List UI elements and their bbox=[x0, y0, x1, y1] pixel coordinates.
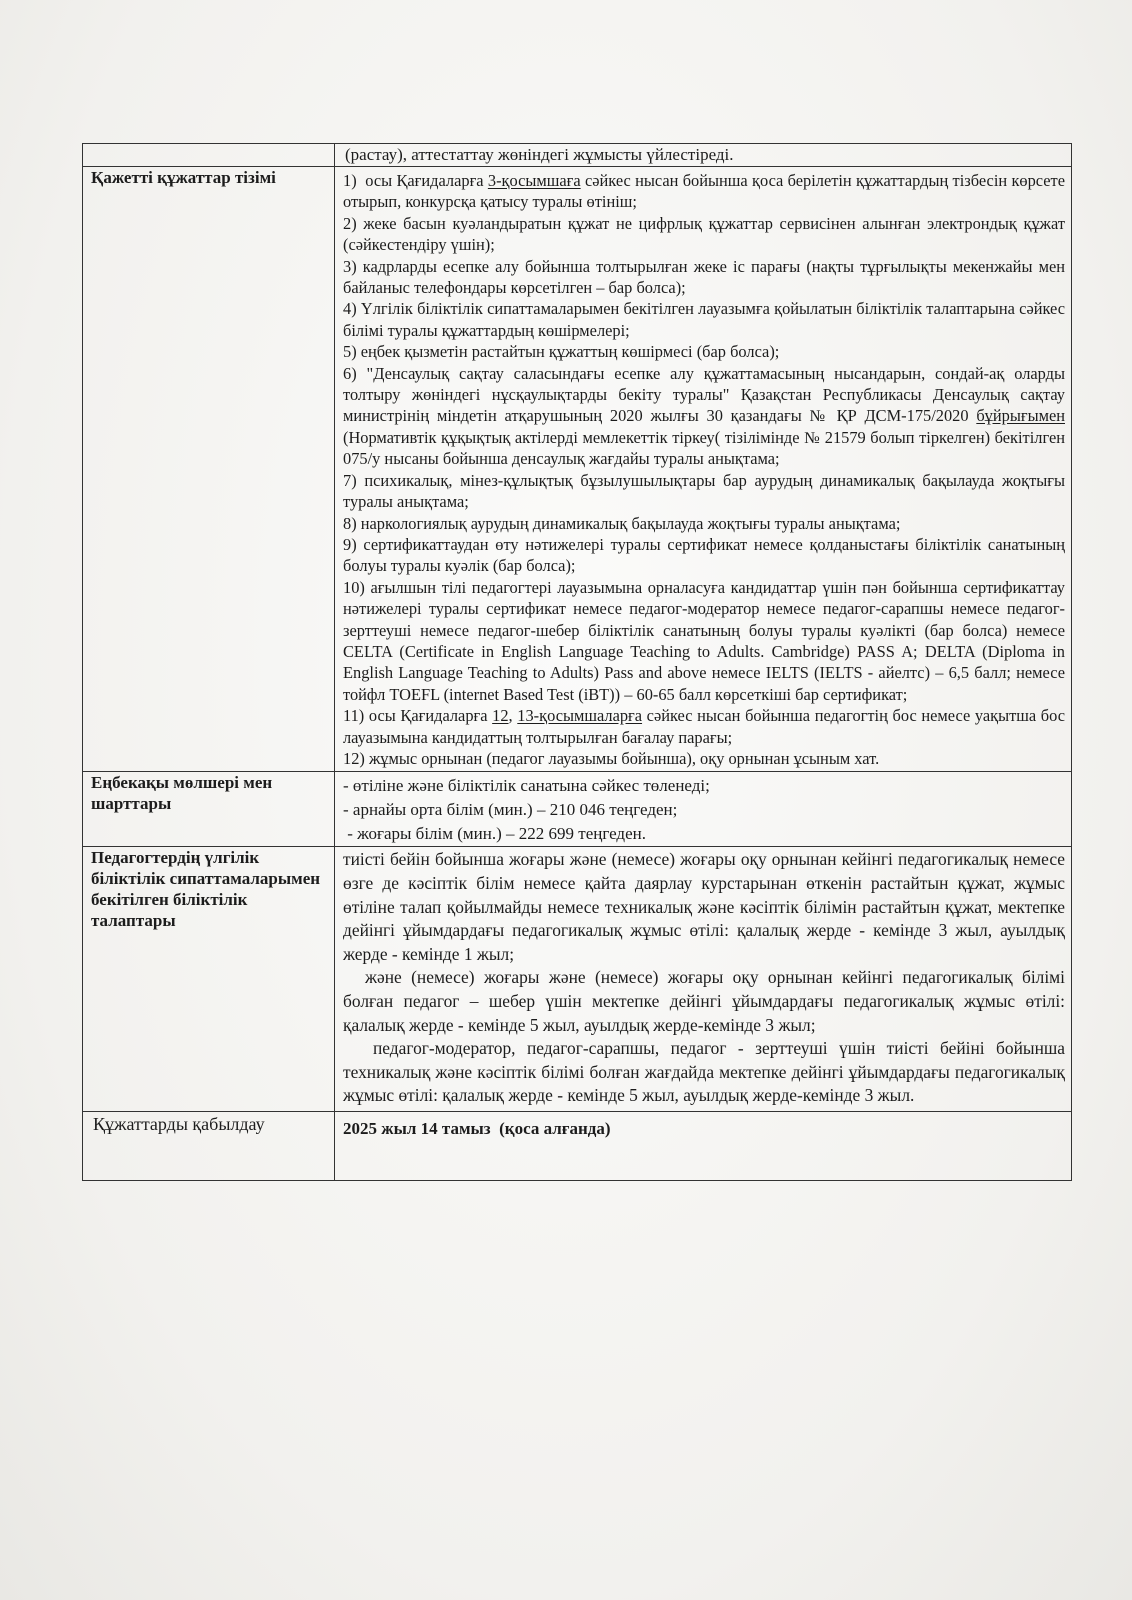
annex-link[interactable]: 3-қосымшаға bbox=[487, 171, 581, 190]
required-documents-list bbox=[335, 167, 1072, 772]
list-item: және (немесе) жоғары және (немесе) жоғары оқу орнынан кейінгі педагогикалық білімі болған педагог – шебер үшін мектепке дейінгі ұйымдардағы педагогикалық жұмыс өтілі: қалалық жерде - кемінде 5 жыл, ауылдық жерде-кемінде 3 жыл; bbox=[343, 967, 1065, 1035]
row-label: Педагогтердің үлгілік біліктілік сипаттамаларымен бекітілген біліктілік талаптары bbox=[83, 847, 335, 1112]
list-item: 4) Үлгілік біліктілік сипаттамаларымен бекітілген лауазымға қойылатын біліктілік талаптарына сәйкес білімі туралы құжаттардың көшірмелері; bbox=[343, 299, 1065, 340]
row-label: Қажетті құжаттар тізімі bbox=[83, 167, 335, 772]
acceptance-deadline: 2025 жыл 14 тамыз (қоса алғанда) bbox=[335, 1111, 1072, 1180]
annex-link[interactable]: 13-қосымшаларға bbox=[517, 706, 643, 726]
list-item: 2) жеке басын куәландыратын құжат не цифрлық құжаттар сервисінен алынған электрондық құжат (сәйкестендіру үшін); bbox=[343, 213, 1065, 255]
list-item: 3) кадрларды есепке алу бойынша толтырылған жеке іс парағы (нақты тұрғылықты мекенжайы мен байланыс телефондары көрсетілген – бар болса); bbox=[343, 256, 1065, 298]
row-value: (растау), аттестаттау жөніндегі жұмысты үйлестіреді. bbox=[335, 144, 1072, 167]
row-label: Құжаттарды қабылдау bbox=[83, 1111, 335, 1180]
table-row-salary bbox=[83, 772, 1072, 847]
annex-link[interactable]: 12 bbox=[492, 706, 509, 726]
row-label: Еңбекақы мөлшері мен шарттары bbox=[83, 772, 335, 847]
list-item: 10) ағылшын тілі педагогтері лауазымына орналасуға кандидаттар үшін пән бойынша сертификаттау нәтижелері туралы сертификат немесе педагог-модератор немесе педагог-сарапшы немесе педагог-зерттеуші немесе педагог-шебер біліктілік санатының болуы туралы куәлікті (бар болса) немесе CELTA (Certificate in English Language Teaching to Adults. Cambridge) PASS A; DELTA (Diploma in English Language Teaching to Adults) Pass and above немесе IELTS (IELTS - айелтс) – 6,5 балл; немесе тойфл TOEFL (internet Based Test (iBT)) – 60-65 балл көрсеткіші бар сертификат; bbox=[343, 577, 1065, 704]
list-item: 5) еңбек қызметін растайтын құжаттың көшірмесі (бар болса); bbox=[343, 342, 780, 362]
list-item: 9) сертификаттаудан өту нәтижелері туралы сертификат немесе қолданыстағы біліктілік санатының болуы туралы куәлік (бар болса); bbox=[343, 534, 1065, 576]
salary-conditions bbox=[335, 772, 1072, 847]
table-row bbox=[83, 144, 1072, 167]
row-label bbox=[83, 144, 335, 167]
list-item: педагог-модератор, педагог-сарапшы, педагог - зерттеуші үшін тиісті бейіні бойынша техникалық және кәсіптік білімі болған жағдайда мектепке дейінгі ұйымдардағы педагогикалық жұмыс өтілі: қалалық жерде - кемінде 5 жыл, ауылдық жерде-кемінде 3 жыл. bbox=[343, 1038, 1065, 1106]
list-item: 12) жұмыс орнынан (педагог лауазымы бойынша), оқу орнынан ұсыным хат. bbox=[343, 748, 880, 768]
table-row-document-acceptance bbox=[83, 1111, 1072, 1180]
list-item: тиісті бейін бойынша жоғары және (немесе) жоғары оқу орнынан кейінгі педагогикалық немесе өзге де кәсіптік білім немесе қайта даярлау курстарынан өткенін растайтын құжат, жұмыс өтіліне талап қойылмайды немесе техникалық және кәсіптік білімін растайтын құжат, мектепке дейінгі ұйымдардағы педагогикалық жұмыс өтілі: қалалық жерде - кемінде 3 жыл, ауылдық жерде - кемінде 1 жыл; bbox=[343, 849, 1065, 964]
vacancy-info-table bbox=[82, 143, 1072, 1181]
list-item: - өтіліне және біліктілік санатына сәйкес төленеді; bbox=[343, 776, 710, 796]
list-item: 1) осы Қағидаларға 3-қосымшаға сәйкес нысан бойынша қоса берілетін құжаттардың тізбесін көрсете отырып, конкурсқа қатысу туралы өтініш; bbox=[343, 171, 1065, 212]
order-link[interactable]: бұйрығымен bbox=[976, 406, 1065, 426]
document-page bbox=[82, 143, 1072, 1181]
list-item: 7) психикалық, мінез-құлықтық бұзылушылықтары бар аурудың динамикалық бақылауда жоқтығы туралы анықтама; bbox=[343, 470, 1065, 512]
list-item: 11) осы Қағидаларға 12, 13-қосымшаларға сәйкес нысан бойынша педагогтің бос немесе уақытша бос лауазымына кандидаттың толтырылған бағалау парағы; bbox=[343, 706, 1065, 747]
list-item: - арнайы орта білім (мин.) – 210 046 теңгеден; bbox=[343, 800, 678, 820]
list-item: - жоғары білім (мин.) – 222 699 теңгеден. bbox=[343, 824, 646, 844]
table-row-required-documents bbox=[83, 167, 1072, 772]
table-row-qualification-requirements bbox=[83, 847, 1072, 1112]
list-item: 8) наркологиялық аурудың динамикалық бақылауда жоқтығы туралы анықтама; bbox=[343, 513, 901, 533]
qualification-requirements bbox=[335, 847, 1072, 1112]
list-item: 6) "Денсаулық сақтау саласындағы есепке алу құжаттамасының нысандарын, сондай-ақ оларды толтыру жөніндегі нұсқаулықтарды бекіту туралы" Қазақстан Республикасы Денсаулық сақтау министрінің міндетін атқарушының 2020 жылғы 30 қазандағы № ҚР ДСМ-175/2020 бұйрығымен (Нормативтік құқықтық актілерді мемлекеттік тіркеу( тізілімінде № 21579 болып тіркелген) бекітілген 075/у нысаны бойынша денсаулық жағдайы туралы анықтама; bbox=[343, 363, 1065, 469]
